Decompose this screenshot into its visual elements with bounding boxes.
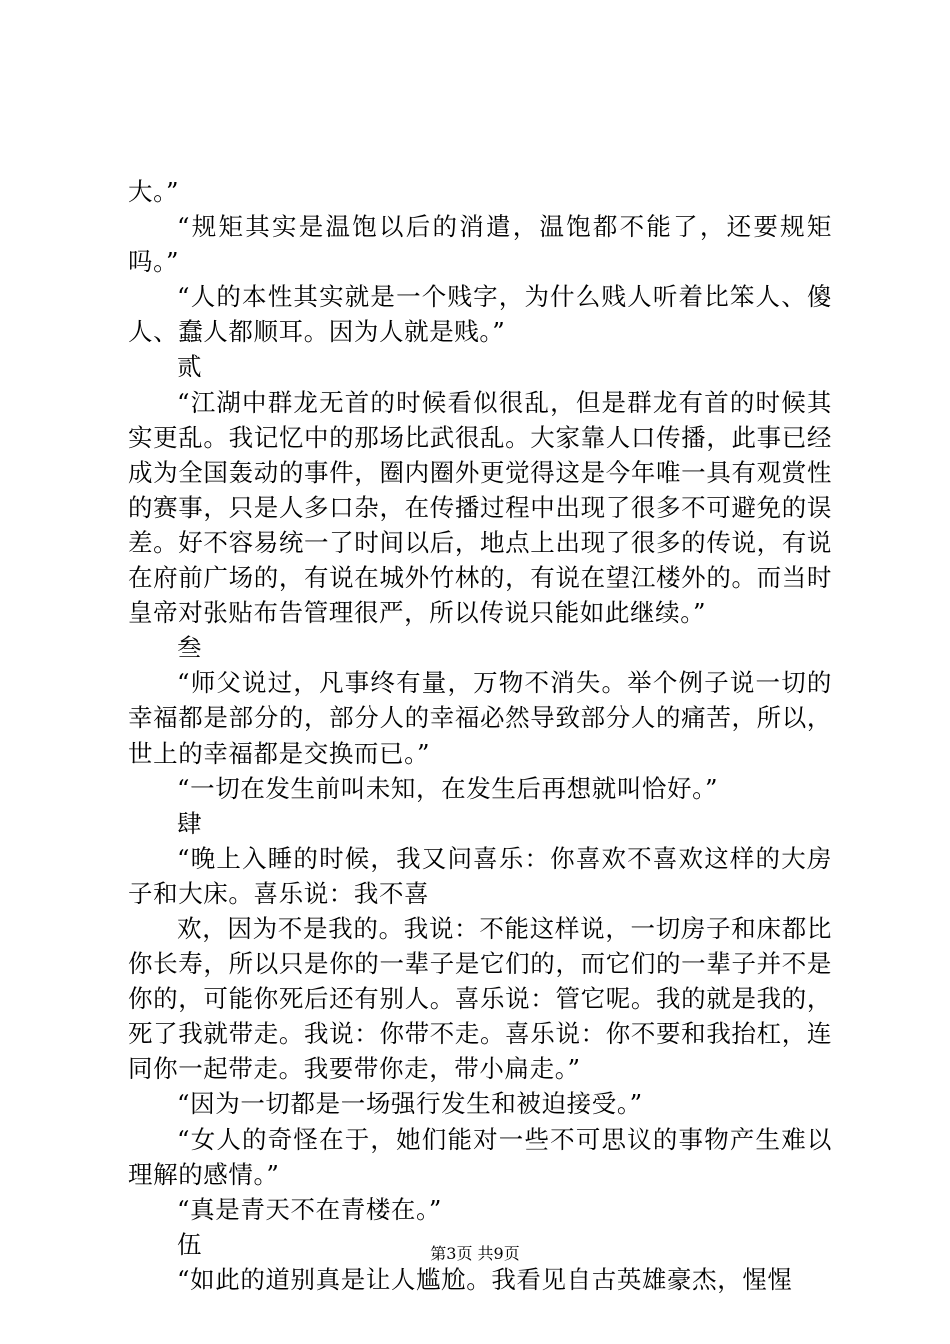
section-heading: 贰 [177,352,203,382]
section-heading: 叁 [177,633,203,663]
page-number-footer: 第3页 共9页 [430,1244,520,1263]
paragraph: “女人的奇怪在于，她们能对一些不可思议的事物产生难以理解的感情。” [128,1124,832,1189]
paragraph: “师父说过，凡事终有量，万物不消失。举个例子说一切的幸福都是部分的，部分人的幸福必然导致部分人的痛苦，所以，世上的幸福都是交换而已。” [128,668,832,768]
body-text [128,174,832,1297]
paragraph: “人的本性其实就是一个贱字，为什么贱人听着比笨人、傻人、蠢人都顺耳。因为人就是贱。” [128,282,832,347]
paragraph: “真是青天不在青楼在。” [177,1194,442,1224]
paragraph: 欢，因为不是我的。我说：不能这样说，一切房子和床都比你长寿，所以只是你的一辈子是它们的，而它们的一辈子并不是你的，可能你死后还有别人。喜乐说：管它呢。我的就是我的，死了我就带走。我说：你带不走。喜乐说：你不要和我抬杠，连同你一起带走。我要带你走，带小扁走。” [128,913,832,1084]
section-heading: 肆 [177,808,203,838]
paragraph: “如此的道别真是让人尴尬。我看见自古英雄豪杰，惺惺 [177,1264,793,1294]
paragraph: “江湖中群龙无首的时候看似很乱，但是群龙有首的时候其实更乱。我记忆中的那场比武很乱。大家靠人口传播，此事已经成为全国轰动的事件，圈内圈外更觉得这是今年唯一具有观赏性的赛事，只是人多口杂，在传播过程中出现了很多不可避免的误差。好不容易统一了时间以后，地点上出现了很多的传说，有说在府前广场的，有说在城外竹林的，有说在望江楼外的。而当时皇帝对张贴布告管理很严，所以传说只能如此继续。” [128,387,832,628]
paragraph: “规矩其实是温饱以后的消遣，温饱都不能了，还要规矩吗。” [128,212,832,277]
paragraph: “晚上入睡的时候，我又问喜乐：你喜欢不喜欢这样的大房子和大床。喜乐说：我不喜 [128,843,832,908]
section-heading: 伍 [177,1229,203,1259]
paragraph: “一切在发生前叫未知，在发生后再想就叫恰好。” [177,773,719,803]
paragraph: 大。” [128,177,180,206]
paragraph: “因为一切都是一场强行发生和被迫接受。” [177,1089,643,1119]
